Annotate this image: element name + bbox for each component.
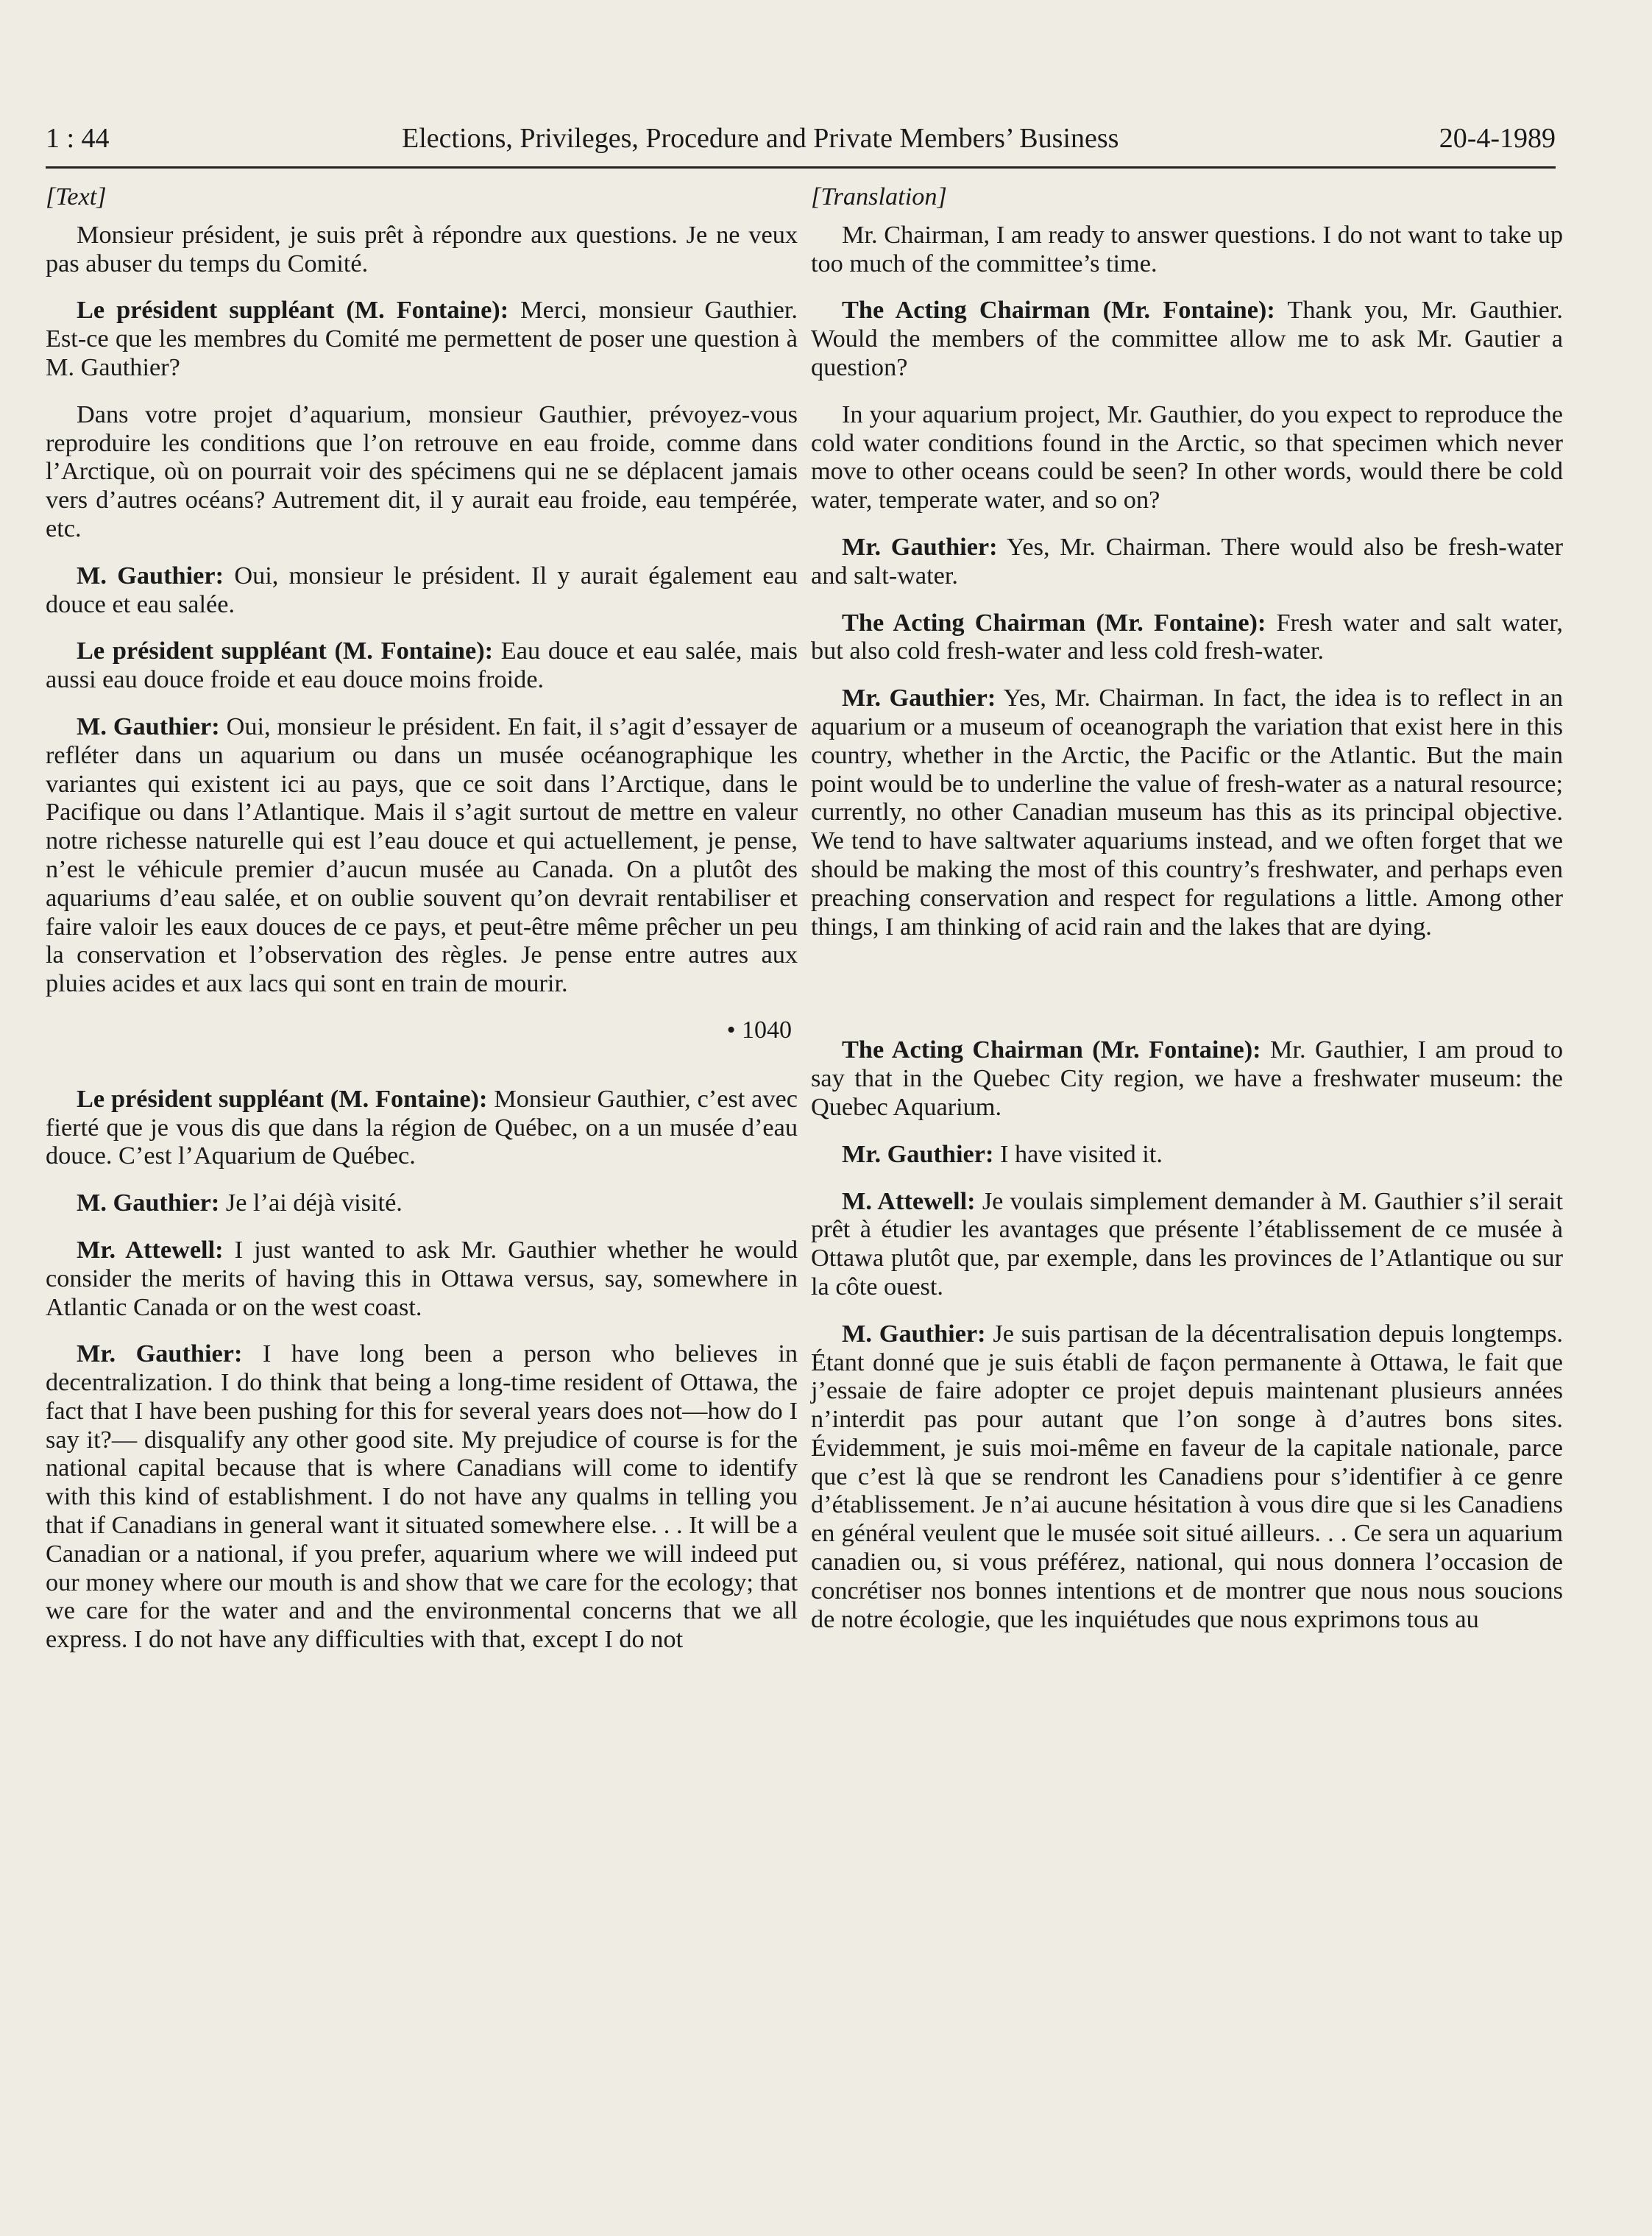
paragraph: Le président suppléant (M. Fontaine): Eau douce et eau salée, mais aussi eau douce froide et eau douce moins froide. xyxy=(46,637,798,694)
time-marker: • 1040 xyxy=(726,1016,792,1044)
paragraph: Mr. Gauthier: Yes, Mr. Chairman. There would also be fresh-water and salt-water. xyxy=(811,532,1563,590)
paragraph: In your aquarium project, Mr. Gauthier, do you expect to reproduce the cold water conditions found in the Arctic, so that specimen which never move to other oceans could be seen? In other words, would there be cold water, temperate water, and so on? xyxy=(811,400,1563,514)
paragraph: Le président suppléant (M. Fontaine): Merci, monsieur Gauthier. Est-ce que les membres du Comité me permettent de poser une question à M. Gauthier? xyxy=(46,296,798,381)
left-column xyxy=(46,183,798,1672)
running-title: Elections, Privileges, Procedure and Private Members’ Business xyxy=(402,123,1119,154)
paragraph: M. Attewell: Je voulais simplement demander à M. Gauthier s’il serait prêt à étudier les avantages que présente l’établissement de ce musée à Ottawa plutôt que, par exemple, dans les provinces de l’Atlantique ou sur la côte ouest. xyxy=(811,1186,1563,1301)
paragraph: Mr. Gauthier: I have visited it. xyxy=(842,1139,1163,1168)
paragraph: The Acting Chairman (Mr. Fontaine): Fresh water and salt water, but also cold fresh-water and less cold fresh-water. xyxy=(811,608,1563,665)
paragraph: M. Gauthier: Oui, monsieur le président. Il y aurait également eau douce et eau salée. xyxy=(46,561,798,618)
speaker: M. Gauthier: xyxy=(842,1319,986,1348)
paragraph: Mr. Gauthier: Yes, Mr. Chairman. In fact, the idea is to reflect in an aquarium or a museum of oceanograph the variation that exist here in this country, whether in the Arctic, the Pacific or the Atlantic. But the main point would be to underline the value of fresh-water as a natural resource; currently, no other Canadian museum has this as its principal objective. We tend to have saltwater aquariums instead, and we often forget that we should be making the most of this country’s freshwater, and perhaps even preaching conservation and respect for regulations a little. Among other things, I am thinking of acid rain and the lakes that are dying. xyxy=(811,684,1563,941)
speaker: M. Gauthier: xyxy=(77,712,220,740)
speaker: Mr. Gauthier: xyxy=(842,684,996,712)
speaker: The Acting Chairman (Mr. Fontaine): xyxy=(842,1036,1261,1064)
paragraph: M. Gauthier: Je suis partisan de la décentralisation depuis longtemps. Étant donné que je suis établi de façon permanente à Ottawa, le fait que j’essaie de faire adopter ce projet depuis maintenant plusieurs années n’interdit pas pour autant que l’on songe à d’autres bons sites. Évidemment, je suis moi-même en faveur de la capitale nationale, parce que c’est là que se rendront les Canadiens pour s’identifier à ce genre d’établissement. Je n’ai aucune hésitation à vous dire que si les Canadiens en général veulent que le musée soit situé ailleurs. . . Ce sera un aquarium canadien ou, si vous préférez, national, qui nous donnera l’occasion de concrétiser nos bonnes intentions et de montrer que nous nous soucions de notre écologie, que les inquiétudes que nous exprimons tous au xyxy=(811,1319,1564,1633)
right-column xyxy=(811,183,1563,1652)
page-date: 20-4-1989 xyxy=(1439,123,1556,154)
speaker: Mr. Gauthier: xyxy=(77,1340,243,1368)
speaker: M. Attewell: xyxy=(842,1186,976,1215)
paragraph: M. Gauthier: Oui, monsieur le président. En fait, il s’agit d’essayer de refléter dans un aquarium ou dans un musée océanographique les variantes qui existent ici au pays, que ce soit dans l’Arctique, dans le Pacifique ou dans l’Atlantique. Mais il s’agit surtout de mettre en valeur notre richesse naturelle qui est l’eau douce et qui actuellement, je pense, n’est le véhicule premier d’aucun musée au Canada. On a plutôt des aquariums d’eau salée, et on oublie souvent qu’on devrait rentabiliser et faire valoir les eaux douces de ce pays, et peut-être même prêcher un peu la conservation et l’observation des règles. Je pense entre autres aux pluies acides et aux lacs qui sont en train de mourir. xyxy=(46,712,798,998)
paragraph: The Acting Chairman (Mr. Fontaine): Thank you, Mr. Gauthier. Would the members of the committee allow me to ask Mr. Gautier a question? xyxy=(811,296,1563,381)
speaker: The Acting Chairman (Mr. Fontaine): xyxy=(842,296,1275,325)
paragraph: Dans votre projet d’aquarium, monsieur Gauthier, prévoyez-vous reproduire les conditions que l’on retrouve en eau froide, comme dans l’Arctique, où on pourrait voir des spécimens qui ne se déplacent jamais vers d’autres océans? Autrement dit, il y aurait eau froide, eau tempérée, etc. xyxy=(46,400,798,542)
language-tag: [Text] xyxy=(46,183,107,210)
speaker: Mr. Gauthier: xyxy=(842,532,998,561)
speaker: Le président suppléant (M. Fontaine): xyxy=(77,637,494,665)
paragraph: Mr. Attewell: I just wanted to ask Mr. Gauthier whether he would consider the merits of having this in Ottawa versus, say, somewhere in Atlantic Canada or on the west coast. xyxy=(46,1235,798,1321)
language-tag: [Translation] xyxy=(811,183,947,210)
page-header xyxy=(46,122,1556,169)
speaker: Le président suppléant (M. Fontaine): xyxy=(77,1084,488,1113)
speaker: Mr. Gauthier: xyxy=(842,1139,994,1168)
paragraph: Le président suppléant (M. Fontaine): Monsieur Gauthier, c’est avec fierté que je vous dis que dans la région de Québec, on a un musée d’eau douce. C’est l’Aquarium de Québec. xyxy=(46,1084,798,1170)
paragraph: Mr. Chairman, I am ready to answer questions. I do not want to take up too much of the committee’s time. xyxy=(811,220,1563,277)
speaker: M. Gauthier: xyxy=(77,1189,220,1217)
paragraph: The Acting Chairman (Mr. Fontaine): Mr. Gauthier, I am proud to say that in the Quebec City region, we have a freshwater museum: the Quebec Aquarium. xyxy=(811,1036,1563,1121)
speaker: Mr. Attewell: xyxy=(77,1235,224,1264)
spacer xyxy=(811,959,1563,1036)
speaker: The Acting Chairman (Mr. Fontaine): xyxy=(842,608,1266,637)
paragraph: Mr. Gauthier: I have long been a person who believes in decentralization. I do think that being a long-time resident of Ottawa, the fact that I have been pushing for this for several years does not—how do I say it?— disqualify any other good site. My prejudice of course is for the national capital because that is where Canadians will come to identify with this kind of establishment. I do not have any qualms in telling you that if Canadians in general want it situated somewhere else. . . It will be a Canadian or a national, if you prefer, aquarium where we will indeed put our money where our mouth is and show that we care for the ecology; that we care for the water and and the environmental concerns that we all express. I do not have any difficulties with that, except I do not xyxy=(46,1340,798,1654)
speaker: M. Gauthier: xyxy=(77,561,224,590)
paragraph: Monsieur président, je suis prêt à répondre aux questions. Je ne veux pas abuser du temps du Comité. xyxy=(46,220,798,277)
paragraph: M. Gauthier: Je l’ai déjà visité. xyxy=(77,1189,403,1217)
page-number: 1 : 44 xyxy=(46,123,110,154)
speaker: Le président suppléant (M. Fontaine): xyxy=(77,296,509,325)
